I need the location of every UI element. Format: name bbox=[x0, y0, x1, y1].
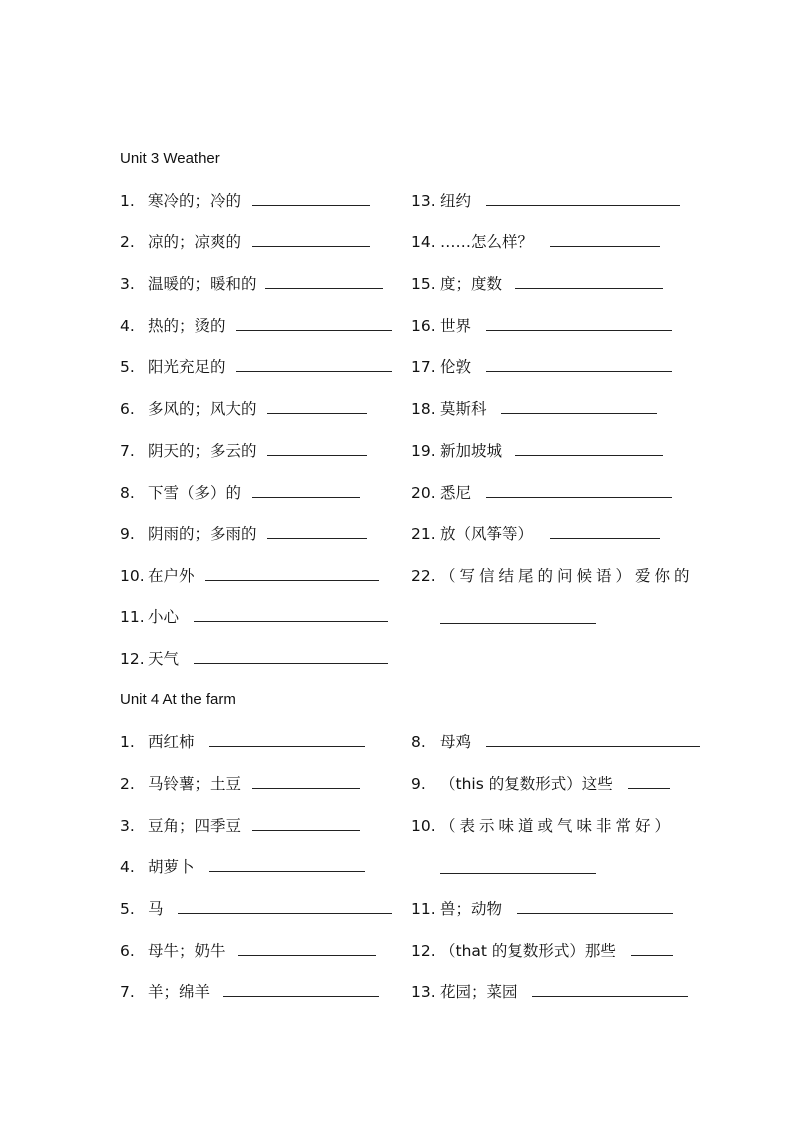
item-text: 小心 bbox=[148, 608, 180, 626]
list-item bbox=[411, 941, 673, 961]
item-number: 7. bbox=[120, 983, 135, 1001]
answer-blank[interactable] bbox=[205, 566, 379, 581]
item-text: ……怎么样？ bbox=[440, 233, 534, 251]
list-item bbox=[411, 732, 700, 752]
item-text: 阳光充足的 bbox=[148, 358, 226, 376]
item-text: 在户外 bbox=[148, 567, 195, 585]
item-number: 5. bbox=[120, 900, 135, 918]
list-item bbox=[120, 232, 370, 252]
item-number: 1. bbox=[120, 733, 135, 751]
item-number: 3. bbox=[120, 275, 135, 293]
item-number: 11. bbox=[411, 900, 436, 918]
list-item bbox=[120, 732, 365, 752]
answer-blank[interactable] bbox=[252, 483, 360, 498]
item-number: 10. bbox=[120, 567, 145, 585]
item-number: 20. bbox=[411, 484, 436, 502]
item-text: 悉尼 bbox=[440, 484, 472, 502]
list-item bbox=[411, 483, 672, 503]
item-text: 新加坡城 bbox=[440, 442, 503, 460]
item-text: 寒冷的；冷的 bbox=[148, 192, 242, 210]
list-item bbox=[411, 774, 670, 794]
item-number: 6. bbox=[120, 942, 135, 960]
item-text: 热的；烫的 bbox=[148, 317, 226, 335]
list-item bbox=[120, 357, 392, 377]
item-text: 温暖的；暖和的 bbox=[148, 275, 257, 293]
item-number: 18. bbox=[411, 400, 436, 418]
item-number: 4. bbox=[120, 317, 135, 335]
answer-blank[interactable] bbox=[440, 859, 596, 874]
item-text: 胡萝卜 bbox=[148, 858, 195, 876]
answer-blank[interactable] bbox=[517, 899, 673, 914]
answer-blank[interactable] bbox=[267, 399, 367, 414]
item-number: 4. bbox=[120, 858, 135, 876]
list-item bbox=[120, 607, 388, 627]
list-item bbox=[120, 316, 392, 336]
item-text: （that 的复数形式）那些 bbox=[440, 942, 616, 960]
answer-blank[interactable] bbox=[501, 399, 657, 414]
answer-blank[interactable] bbox=[486, 357, 672, 372]
list-item bbox=[120, 982, 379, 1002]
unit3-heading: Unit 3 Weather bbox=[120, 150, 220, 167]
item-number: 19. bbox=[411, 442, 436, 460]
item-text: 兽；动物 bbox=[440, 900, 503, 918]
item-number: 8. bbox=[120, 484, 135, 502]
item-text: 阴天的；多云的 bbox=[148, 442, 257, 460]
list-item bbox=[120, 566, 379, 586]
item-number: 16. bbox=[411, 317, 436, 335]
answer-blank[interactable] bbox=[194, 607, 388, 622]
list-item bbox=[411, 524, 660, 544]
item-text: （表示味道或气味非常好） bbox=[440, 817, 675, 835]
answer-blank[interactable] bbox=[265, 274, 383, 289]
item-text: 母鸡 bbox=[440, 733, 472, 751]
answer-blank[interactable] bbox=[631, 941, 673, 956]
list-item bbox=[411, 816, 674, 836]
item-text: 西红柿 bbox=[148, 733, 195, 751]
item-number: 11. bbox=[120, 608, 145, 626]
answer-blank[interactable] bbox=[252, 191, 370, 206]
item-text: 多风的；风大的 bbox=[148, 400, 257, 418]
unit4-heading: Unit 4 At the farm bbox=[120, 691, 236, 708]
item-number: 17. bbox=[411, 358, 436, 376]
item-text: 天气 bbox=[148, 650, 180, 668]
list-item bbox=[411, 274, 663, 294]
item-number: 12. bbox=[411, 942, 436, 960]
list-item bbox=[411, 316, 672, 336]
item-number: 10. bbox=[411, 817, 436, 835]
answer-blank[interactable] bbox=[236, 316, 392, 331]
list-item bbox=[120, 191, 370, 211]
list-item bbox=[120, 274, 383, 294]
item-text: 世界 bbox=[440, 317, 472, 335]
item-text: 下雪（多）的 bbox=[148, 484, 242, 502]
item-text: 纽约 bbox=[440, 192, 472, 210]
item-text: 马 bbox=[148, 900, 164, 918]
item-number: 15. bbox=[411, 275, 436, 293]
answer-blank[interactable] bbox=[486, 483, 672, 498]
item-number: 14. bbox=[411, 233, 436, 251]
list-item bbox=[411, 441, 663, 461]
list-item bbox=[120, 649, 388, 669]
answer-blank[interactable] bbox=[267, 441, 367, 456]
item-text: 马铃薯；土豆 bbox=[148, 775, 242, 793]
answer-blank[interactable] bbox=[515, 274, 663, 289]
answer-blank[interactable] bbox=[209, 732, 365, 747]
item-number: 5. bbox=[120, 358, 135, 376]
list-item bbox=[120, 483, 360, 503]
answer-blank[interactable] bbox=[236, 357, 392, 372]
list-item bbox=[411, 899, 673, 919]
item-number: 2. bbox=[120, 233, 135, 251]
answer-blank[interactable] bbox=[178, 899, 392, 914]
list-item bbox=[411, 566, 694, 586]
list-item bbox=[411, 399, 657, 419]
item-number: 9. bbox=[120, 525, 135, 543]
item-number: 12. bbox=[120, 650, 145, 668]
item-text: 羊；绵羊 bbox=[148, 983, 211, 1001]
item-number: 2. bbox=[120, 775, 135, 793]
answer-blank[interactable] bbox=[194, 649, 388, 664]
answer-blank[interactable] bbox=[486, 316, 672, 331]
list-item bbox=[120, 774, 360, 794]
item-number: 22. bbox=[411, 567, 436, 585]
item-text: 莫斯科 bbox=[440, 400, 487, 418]
answer-blank[interactable] bbox=[252, 816, 360, 831]
answer-blank[interactable] bbox=[628, 774, 670, 789]
answer-blank-continuation bbox=[440, 609, 596, 629]
answer-blank-continuation bbox=[440, 859, 596, 879]
answer-blank[interactable] bbox=[486, 732, 700, 747]
item-number: 21. bbox=[411, 525, 436, 543]
answer-blank[interactable] bbox=[532, 982, 688, 997]
list-item bbox=[120, 441, 367, 461]
item-text: 阴雨的；多雨的 bbox=[148, 525, 257, 543]
list-item bbox=[120, 941, 376, 961]
list-item bbox=[411, 232, 660, 252]
item-text: 母牛；奶牛 bbox=[148, 942, 226, 960]
list-item bbox=[411, 357, 672, 377]
answer-blank[interactable] bbox=[515, 441, 663, 456]
answer-blank[interactable] bbox=[267, 524, 367, 539]
item-number: 13. bbox=[411, 983, 436, 1001]
item-number: 13. bbox=[411, 192, 436, 210]
item-text: 伦敦 bbox=[440, 358, 472, 376]
item-text: （this 的复数形式）这些 bbox=[440, 775, 613, 793]
item-number: 7. bbox=[120, 442, 135, 460]
answer-blank[interactable] bbox=[550, 524, 660, 539]
item-text: 度；度数 bbox=[440, 275, 503, 293]
answer-blank[interactable] bbox=[209, 857, 365, 872]
item-text: （写信结尾的问候语）爱你的 bbox=[440, 567, 694, 585]
answer-blank[interactable] bbox=[252, 774, 360, 789]
list-item bbox=[411, 191, 680, 211]
answer-blank[interactable] bbox=[486, 191, 680, 206]
list-item bbox=[120, 399, 367, 419]
item-number: 3. bbox=[120, 817, 135, 835]
list-item bbox=[120, 857, 365, 877]
item-text: 凉的；凉爽的 bbox=[148, 233, 242, 251]
answer-blank[interactable] bbox=[440, 609, 596, 624]
item-number: 8. bbox=[411, 733, 426, 751]
list-item bbox=[411, 982, 688, 1002]
answer-blank[interactable] bbox=[550, 232, 660, 247]
item-number: 1. bbox=[120, 192, 135, 210]
list-item bbox=[120, 524, 367, 544]
answer-blank[interactable] bbox=[223, 982, 379, 997]
list-item bbox=[120, 899, 392, 919]
item-text: 豆角；四季豆 bbox=[148, 817, 242, 835]
item-text: 放（风筝等） bbox=[440, 525, 534, 543]
list-item bbox=[120, 816, 360, 836]
item-text: 花园；菜园 bbox=[440, 983, 518, 1001]
answer-blank[interactable] bbox=[238, 941, 376, 956]
item-number: 9. bbox=[411, 775, 426, 793]
answer-blank[interactable] bbox=[252, 232, 370, 247]
item-number: 6. bbox=[120, 400, 135, 418]
